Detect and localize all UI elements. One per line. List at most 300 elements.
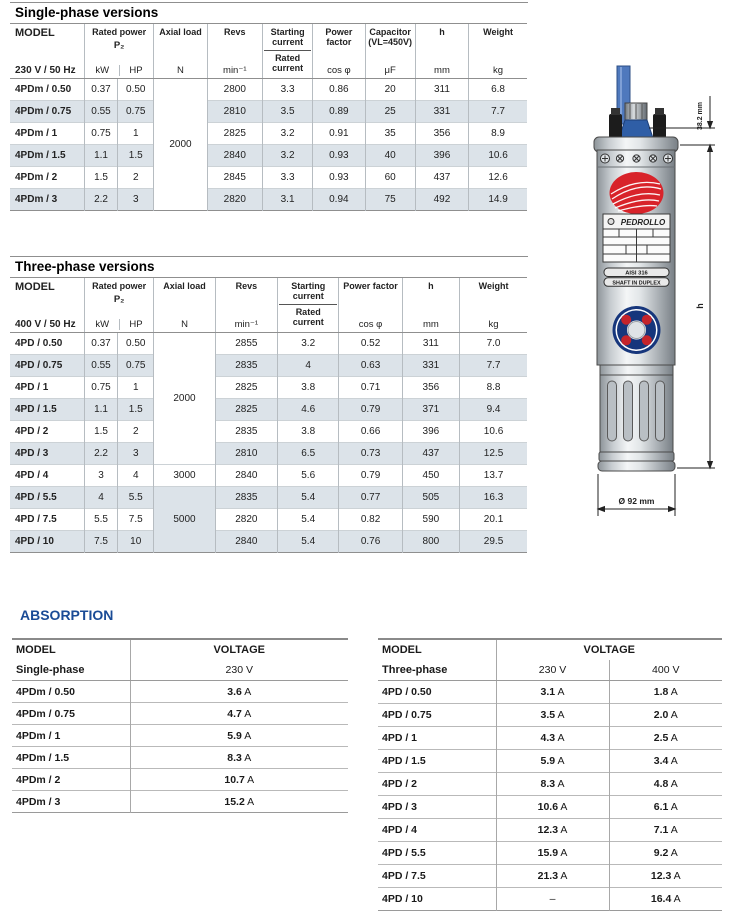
rated-current-header: Rated current <box>272 52 304 74</box>
right-connector-cap <box>655 108 664 115</box>
absorption-row <box>12 747 348 769</box>
voltage-400: 400 V <box>609 660 722 681</box>
model-cell: 4PDm / 1.5 <box>10 145 84 167</box>
model-cell: 4PDm / 3 <box>12 791 130 813</box>
voltage-230: 230 V <box>130 660 348 681</box>
model-cell: 4PD / 0.75 <box>10 355 84 377</box>
weight-cell: 8.9 <box>469 123 527 145</box>
starting-current-cell: 3.1 <box>262 189 312 211</box>
current-cell: 10.6 A <box>496 796 609 819</box>
mm-unit: mm <box>434 65 450 76</box>
h-cell: 311 <box>402 333 459 355</box>
dim-38mm-label: 38.2 mm <box>697 101 704 131</box>
kw-cell: 0.37 <box>84 79 117 101</box>
capacitor-header: Capacitor <box>369 27 411 37</box>
axial-load-header: Axial load <box>159 27 202 37</box>
absorption-row <box>378 750 722 773</box>
revs-cell: 2820 <box>215 509 277 531</box>
model-cell: 4PD / 0.75 <box>378 704 496 727</box>
weight-cell: 10.6 <box>460 421 527 443</box>
kw-cell: 5.5 <box>84 509 117 531</box>
motor-figure <box>553 58 731 528</box>
model-header: MODEL <box>382 644 422 656</box>
kg-unit: kg <box>493 65 504 76</box>
model-cell: 4PD / 1.5 <box>10 399 84 421</box>
h-header-cell <box>402 278 459 333</box>
power-factor-cell: 0.76 <box>339 531 402 553</box>
h-cell: 371 <box>402 399 459 421</box>
rated-power-header-cell <box>84 278 153 333</box>
weight-cell: 12.6 <box>469 167 527 189</box>
model-cell: 4PDm / 0.50 <box>10 79 84 101</box>
starting-current-cell: 5.4 <box>278 487 339 509</box>
power-factor-header: Power factor <box>343 281 398 291</box>
h-cell: 492 <box>415 189 468 211</box>
power-factor-cell: 0.66 <box>339 421 402 443</box>
starting-current-header-cell <box>262 24 312 79</box>
model-header-cell <box>10 24 84 79</box>
h-cell: 356 <box>415 123 468 145</box>
revs-header: Revs <box>235 281 258 291</box>
revs-cell: 2800 <box>207 79 262 101</box>
spec-row <box>10 465 527 487</box>
model-cell: 4PDm / 2 <box>10 167 84 189</box>
starting-current-cell: 3.8 <box>278 377 339 399</box>
h-header-cell <box>415 24 468 79</box>
spec-row <box>10 443 527 465</box>
rated-power-header-cell <box>84 24 153 79</box>
starting-current-cell: 3.5 <box>262 101 312 123</box>
absorption-row <box>12 769 348 791</box>
current-cell: 8.3 A <box>496 773 609 796</box>
rated-power-header: Rated power <box>92 27 147 37</box>
absorption-row <box>378 842 722 865</box>
power-factor-cell: 0.77 <box>339 487 402 509</box>
capacitor-cell: 75 <box>365 189 415 211</box>
p2-label: P₂ <box>113 294 125 306</box>
hp-cell: 3 <box>118 189 154 211</box>
rated-current-header: Rated current <box>292 306 324 328</box>
kw-cell: 0.75 <box>84 123 117 145</box>
absorption-row <box>378 865 722 888</box>
uf-unit: μF <box>384 65 396 76</box>
starting-current-header-cell <box>278 278 339 333</box>
spec-row <box>10 377 527 399</box>
weight-cell: 7.7 <box>469 101 527 123</box>
badge-aisi-text: AISI 316 <box>625 270 648 277</box>
spec-row <box>10 531 527 553</box>
h-cell: 396 <box>402 421 459 443</box>
starting-current-header: Starting current <box>264 27 311 51</box>
current-cell: 8.3 A <box>130 747 348 769</box>
current-cell: 5.9 A <box>130 725 348 747</box>
weight-cell: 29.5 <box>460 531 527 553</box>
starting-current-cell: 5.6 <box>278 465 339 487</box>
kw-cell: 2.2 <box>84 443 117 465</box>
absorption-title: ABSORPTION <box>20 607 114 623</box>
starting-current-cell: 3.8 <box>278 421 339 443</box>
capacitor-voltage: (VL=450V) <box>368 37 413 48</box>
single-phase-title: Single-phase versions <box>10 2 528 23</box>
single-phase-header-row <box>10 24 527 79</box>
model-cell: 4PD / 4 <box>378 819 496 842</box>
voltage-frequency: 400 V / 50 Hz <box>15 319 76 330</box>
revs-cell: 2835 <box>215 421 277 443</box>
hp-cell: 5.5 <box>118 487 154 509</box>
revs-cell: 2820 <box>207 189 262 211</box>
current-cell: – <box>496 888 609 911</box>
current-cell: 12.3 A <box>496 819 609 842</box>
hp-cell: 2 <box>118 167 154 189</box>
absorption-row <box>12 725 348 747</box>
model-cell: 4PD / 5.5 <box>378 842 496 865</box>
three-phase-table <box>10 277 527 553</box>
power-factor-cell: 0.93 <box>313 167 365 189</box>
capacitor-cell: 60 <box>365 167 415 189</box>
current-cell: 15.2 A <box>130 791 348 813</box>
brand-plate-emblem <box>608 219 614 225</box>
dimension-h <box>677 145 715 468</box>
starting-current-cell: 3.3 <box>262 167 312 189</box>
model-header: MODEL <box>15 281 55 293</box>
kw-cell: 1.1 <box>84 145 117 167</box>
power-factor-cell: 0.79 <box>339 465 402 487</box>
kw-cell: 1.1 <box>84 399 117 421</box>
current-cell: 2.0 A <box>609 704 722 727</box>
voltage-header: VOLTAGE <box>496 639 722 660</box>
starting-current-cell: 5.4 <box>278 531 339 553</box>
absorption-row <box>378 727 722 750</box>
revs-header-cell <box>207 24 262 79</box>
weight-cell: 16.3 <box>460 487 527 509</box>
revs-cell: 2835 <box>215 487 277 509</box>
model-cell: 4PD / 5.5 <box>10 487 84 509</box>
left-connector-cap <box>611 108 620 115</box>
absorption-row <box>378 681 722 704</box>
weight-cell: 20.1 <box>460 509 527 531</box>
weight-header: Weight <box>478 281 509 291</box>
axial-load-cell: 2000 <box>154 333 215 465</box>
left-connector <box>609 114 622 139</box>
cable-gland <box>619 120 653 138</box>
h-cell: 331 <box>415 101 468 123</box>
h-cell: 505 <box>402 487 459 509</box>
model-cell: 4PD / 2 <box>378 773 496 796</box>
revs-cell: 2825 <box>215 377 277 399</box>
cos-unit: cos φ <box>327 65 351 76</box>
revs-header: Revs <box>224 27 246 37</box>
h-header: h <box>428 281 434 291</box>
absorption-header-row <box>12 639 348 660</box>
three-phase-header-row <box>10 278 527 333</box>
round-emblem <box>613 306 661 354</box>
kg-unit: kg <box>488 319 499 330</box>
spec-row <box>10 333 527 355</box>
h-cell: 450 <box>402 465 459 487</box>
absorption-three-phase-table <box>378 638 722 911</box>
power-factor-cell: 0.94 <box>313 189 365 211</box>
absorption-row <box>378 704 722 727</box>
current-cell: 2.5 A <box>609 727 722 750</box>
absorption-row <box>378 888 722 911</box>
current-cell: 16.4 A <box>609 888 722 911</box>
hp-cell: 1 <box>118 377 154 399</box>
revs-cell: 2855 <box>215 333 277 355</box>
absorption-row <box>378 796 722 819</box>
starting-current-header: Starting current <box>279 281 337 305</box>
model-cell: 4PD / 0.50 <box>10 333 84 355</box>
model-cell: 4PD / 1 <box>10 377 84 399</box>
capacitor-header-cell <box>365 24 415 79</box>
hp-cell: 0.50 <box>118 333 154 355</box>
kw-cell: 0.37 <box>84 333 117 355</box>
spec-row <box>10 123 527 145</box>
kw-cell: 1.5 <box>84 421 117 443</box>
current-cell: 1.8 A <box>609 681 722 704</box>
min-unit: min⁻¹ <box>223 65 247 76</box>
brand-name: PEDROLLO <box>620 218 666 227</box>
axial-load-cell: 3000 <box>154 465 215 487</box>
starting-current-cell: 3.2 <box>278 333 339 355</box>
power-factor-cell: 0.63 <box>339 355 402 377</box>
absorption-subheader-row <box>378 660 722 681</box>
kw-cell: 3 <box>84 465 117 487</box>
power-factor-header-cell <box>313 24 365 79</box>
axial-load-header-cell <box>154 24 207 79</box>
model-cell: 4PD / 1.5 <box>378 750 496 773</box>
weight-header-cell <box>469 24 527 79</box>
starting-current-cell: 3.2 <box>262 145 312 167</box>
weight-cell: 9.4 <box>460 399 527 421</box>
dim-diameter-label: Ø 92 mm <box>618 496 655 506</box>
spec-row <box>10 189 527 211</box>
spec-row <box>10 145 527 167</box>
power-factor-cell: 0.86 <box>313 79 365 101</box>
model-cell: 4PDm / 2 <box>12 769 130 791</box>
kw-cell: 7.5 <box>84 531 117 553</box>
rated-power-header: Rated power <box>92 281 147 291</box>
three-phase-section <box>10 256 528 553</box>
h-cell: 800 <box>402 531 459 553</box>
absorption-row <box>378 819 722 842</box>
absorption-row <box>12 681 348 703</box>
phase-label: Single-phase <box>12 660 130 681</box>
single-phase-table <box>10 23 527 211</box>
current-cell: 6.1 A <box>609 796 722 819</box>
power-factor-cell: 0.79 <box>339 399 402 421</box>
revs-cell: 2825 <box>207 123 262 145</box>
revs-cell: 2810 <box>215 443 277 465</box>
power-factor-cell: 0.91 <box>313 123 365 145</box>
starting-current-cell: 6.5 <box>278 443 339 465</box>
model-cell: 4PD / 10 <box>10 531 84 553</box>
power-factor-header-cell <box>339 278 402 333</box>
model-cell: 4PDm / 0.75 <box>10 101 84 123</box>
capacitor-cell: 35 <box>365 123 415 145</box>
weight-header-cell <box>460 278 527 333</box>
kw-cell: 0.75 <box>84 377 117 399</box>
spec-row <box>10 509 527 531</box>
starting-current-cell: 5.4 <box>278 509 339 531</box>
hp-cell: 1.5 <box>118 399 154 421</box>
model-cell: 4PD / 7.5 <box>378 865 496 888</box>
model-cell: 4PD / 4 <box>10 465 84 487</box>
p2-label: P₂ <box>113 40 125 52</box>
cos-unit: cos φ <box>358 319 383 330</box>
kw-unit: kW <box>86 319 120 330</box>
model-cell: 4PDm / 1.5 <box>12 747 130 769</box>
hp-cell: 4 <box>118 465 154 487</box>
kw-cell: 2.2 <box>84 189 117 211</box>
current-cell: 21.3 A <box>496 865 609 888</box>
model-cell: 4PDm / 0.50 <box>16 685 75 698</box>
model-cell: 4PD / 2 <box>10 421 84 443</box>
starting-current-cell: 3.2 <box>262 123 312 145</box>
current-cell: 15.9 A <box>496 842 609 865</box>
submersible-motor-drawing <box>553 58 731 528</box>
hp-cell: 7.5 <box>118 509 154 531</box>
hp-cell: 0.75 <box>118 355 154 377</box>
voltage-header: VOLTAGE <box>130 639 348 660</box>
current-cell: 3.6 A <box>130 681 348 703</box>
kw-unit: kW <box>86 65 120 76</box>
power-factor-cell: 0.93 <box>313 145 365 167</box>
absorption-single-phase-table <box>12 638 348 813</box>
single-phase-section <box>10 2 528 211</box>
voltage-frequency: 230 V / 50 Hz <box>15 65 76 76</box>
starting-current-cell: 4 <box>278 355 339 377</box>
power-factor-cell: 0.71 <box>339 377 402 399</box>
spec-row <box>10 487 527 509</box>
three-phase-title: Three-phase versions <box>10 256 528 277</box>
revs-header-cell <box>215 278 277 333</box>
model-header: MODEL <box>16 644 56 656</box>
current-cell: 3.4 A <box>609 750 722 773</box>
revs-cell: 2825 <box>215 399 277 421</box>
power-factor-cell: 0.52 <box>339 333 402 355</box>
axial-load-header-cell <box>154 278 215 333</box>
weight-cell: 14.9 <box>469 189 527 211</box>
capacitor-cell: 25 <box>365 101 415 123</box>
weight-cell: 6.8 <box>469 79 527 101</box>
revs-cell: 2840 <box>215 465 277 487</box>
revs-cell: 2810 <box>207 101 262 123</box>
current-cell: 4.3 A <box>496 727 609 750</box>
hp-cell: 2 <box>118 421 154 443</box>
absorption-row <box>12 791 348 813</box>
h-cell: 437 <box>415 167 468 189</box>
hp-cell: 0.50 <box>118 79 154 101</box>
current-cell: 9.2 A <box>609 842 722 865</box>
hp-cell: 10 <box>118 531 154 553</box>
model-cell: 4PD / 10 <box>378 888 496 911</box>
hp-cell: 1.5 <box>118 145 154 167</box>
hp-unit: HP <box>129 319 143 330</box>
model-cell: 4PD / 3 <box>378 796 496 819</box>
capacitor-cell: 20 <box>365 79 415 101</box>
weight-cell: 8.8 <box>460 377 527 399</box>
starting-current-cell: 3.3 <box>262 79 312 101</box>
absorption-header-row <box>378 639 722 660</box>
spec-row <box>10 421 527 443</box>
power-factor-cell: 0.73 <box>339 443 402 465</box>
axial-load-cell: 2000 <box>154 79 207 211</box>
h-cell: 356 <box>402 377 459 399</box>
right-connector <box>653 114 666 139</box>
kw-cell: 1.5 <box>84 167 117 189</box>
axial-load-cell: 5000 <box>154 487 215 553</box>
nameplate <box>603 229 670 262</box>
model-cell: 4PD / 7.5 <box>10 509 84 531</box>
current-cell: 4.7 A <box>130 703 348 725</box>
spec-row <box>10 167 527 189</box>
h-cell: 311 <box>415 79 468 101</box>
model-cell: 4PDm / 0.75 <box>12 703 130 725</box>
model-cell: 4PD / 1 <box>378 727 496 750</box>
hp-cell: 3 <box>118 443 154 465</box>
h-header: h <box>439 27 445 37</box>
dim-h-label: h <box>695 303 705 309</box>
voltage-230: 230 V <box>496 660 609 681</box>
h-cell: 437 <box>402 443 459 465</box>
model-cell: 4PDm / 1 <box>12 725 130 747</box>
dimension-diameter <box>598 474 675 516</box>
weight-cell: 12.5 <box>460 443 527 465</box>
phase-label: Three-phase <box>378 660 496 681</box>
power-factor-header: Power factor <box>325 27 353 48</box>
current-cell: 3.5 A <box>496 704 609 727</box>
h-cell: 590 <box>402 509 459 531</box>
kw-cell: 0.55 <box>84 101 117 123</box>
model-header-cell <box>10 278 84 333</box>
model-cell: 4PD / 3 <box>10 443 84 465</box>
taper-band <box>600 365 673 375</box>
revs-cell: 2840 <box>207 145 262 167</box>
power-factor-cell: 0.89 <box>313 101 365 123</box>
revs-cell: 2845 <box>207 167 262 189</box>
model-header: MODEL <box>15 27 55 39</box>
hp-cell: 1 <box>118 123 154 145</box>
spec-row <box>10 79 527 101</box>
current-cell: 7.1 A <box>609 819 722 842</box>
n-unit: N <box>177 65 184 76</box>
current-cell: 5.9 A <box>496 750 609 773</box>
hp-unit: HP <box>129 65 143 76</box>
model-cell: 4PDm / 1 <box>10 123 84 145</box>
absorption-subheader-row <box>12 660 348 681</box>
hp-cell: 0.75 <box>118 101 154 123</box>
power-factor-cell: 0.82 <box>339 509 402 531</box>
n-unit: N <box>181 319 188 330</box>
current-cell: 12.3 A <box>609 865 722 888</box>
current-cell: 4.8 A <box>609 773 722 796</box>
spec-row <box>10 101 527 123</box>
model-cell: 4PD / 0.50 <box>382 686 432 698</box>
revs-cell: 2835 <box>215 355 277 377</box>
spec-row <box>10 355 527 377</box>
h-cell: 396 <box>415 145 468 167</box>
h-cell: 331 <box>402 355 459 377</box>
absorption-row <box>12 703 348 725</box>
revs-cell: 2840 <box>215 531 277 553</box>
starting-current-cell: 4.6 <box>278 399 339 421</box>
current-cell: 10.7 A <box>130 769 348 791</box>
weight-cell: 13.7 <box>460 465 527 487</box>
brand-logo-mark <box>610 172 664 214</box>
weight-cell: 10.6 <box>469 145 527 167</box>
weight-cell: 7.7 <box>460 355 527 377</box>
spec-row <box>10 399 527 421</box>
